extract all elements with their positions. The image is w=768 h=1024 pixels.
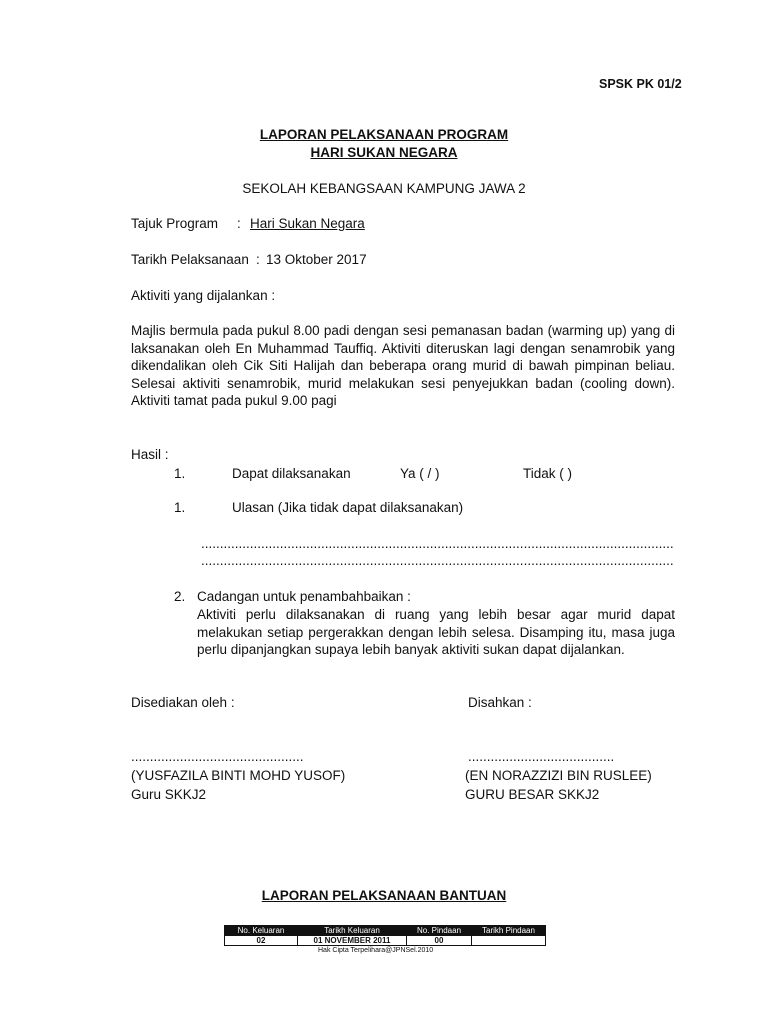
- prepared-name: (YUSFAZILA BINTI MOHD YUSOF): [131, 768, 346, 783]
- report-title: LAPORAN PELAKSANAAN PROGRAM: [259, 127, 509, 142]
- table-row: [225, 936, 546, 946]
- date-value: 13 Oktober 2017: [266, 252, 367, 267]
- table-cell: [472, 936, 546, 946]
- approved-signature-line: .......................................: [468, 749, 615, 764]
- date-separator: :: [256, 252, 260, 267]
- review-dotted-line: ..............................................................................................................................: [201, 536, 674, 551]
- program-value: Hari Sukan Negara: [250, 216, 365, 231]
- approved-role: GURU BESAR SKKJ2: [465, 787, 600, 802]
- prepared-role: Guru SKKJ2: [131, 787, 207, 802]
- no-checkbox: Tidak ( ): [523, 466, 573, 481]
- document-code: SPSK PK 01/2: [599, 77, 682, 91]
- table-cell: 00: [407, 936, 472, 946]
- table-header-row: [225, 926, 546, 936]
- table-cell: 02: [225, 936, 298, 946]
- review-label: Ulasan (Jika tidak dapat dilaksanakan): [232, 500, 464, 515]
- activity-label: Aktiviti yang dijalankan :: [131, 288, 276, 303]
- document-metadata-table: [224, 925, 546, 946]
- table-header-cell: Tarikh Keluaran: [298, 926, 407, 936]
- yes-checkbox: Ya ( / ): [400, 466, 440, 481]
- result-item-number: 1.: [174, 466, 186, 481]
- suggestion-label: Cadangan untuk penambahbaikan :: [197, 589, 411, 604]
- table-cell: 01 NOVEMBER 2011: [298, 936, 407, 946]
- table-header-cell: No. Keluaran: [225, 926, 298, 936]
- prepared-by-label: Disediakan oleh :: [131, 695, 235, 710]
- table-header-cell: Tarikh Pindaan: [472, 926, 546, 936]
- approved-name: (EN NORAZZIZI BIN RUSLEE): [465, 768, 652, 783]
- result-item-label: Dapat dilaksanakan: [232, 466, 351, 481]
- copyright-notice: Hak Cipta Terpelihara@JPNSel.2010: [318, 947, 434, 954]
- review-dotted-line: ..............................................................................................................................: [201, 553, 674, 568]
- school-name: SEKOLAH KEBANGSAAN KAMPUNG JAWA 2: [242, 181, 526, 196]
- prepared-signature-line: ..............................................: [131, 749, 304, 764]
- activity-description: Majlis bermula pada pukul 8.00 padi dengan sesi pemanasan badan (warming up) yang di laksanakan oleh En Muhammad Tauffiq. Aktiviti diteruskan lagi dengan senamrobik yang dikendalikan oleh Cik Siti Halijah dan beberapa orang murid di bawah pimpinan beliau. Selesai aktiviti senamrobik, murid melakukan sesi penyejukkan badan (cooling down). Aktiviti tamat pada pukul 9.00 pagi: [131, 323, 675, 408]
- review-item-number: 1.: [174, 500, 186, 515]
- program-title: HARI SUKAN NEGARA: [310, 145, 458, 160]
- footer-title: LAPORAN PELAKSANAAN BANTUAN: [261, 888, 507, 903]
- table-header-cell: No. Pindaan: [407, 926, 472, 936]
- suggestion-item-number: 2.: [174, 589, 186, 604]
- result-label: Hasil :: [131, 447, 169, 462]
- date-label: Tarikh Pelaksanaan: [131, 252, 249, 267]
- suggestion-text: Aktiviti perlu dilaksanakan di ruang yang lebih besar agar murid dapat melakukan setiap pergerakkan dengan lebih selesa. Disamping itu, masa juga perlu dipanjangkan supaya lebih banyak aktiviti sukan dapat dijalankan.: [197, 607, 675, 657]
- approved-by-label: Disahkan :: [468, 695, 532, 710]
- program-separator: :: [237, 216, 241, 231]
- program-label: Tajuk Program: [131, 216, 219, 231]
